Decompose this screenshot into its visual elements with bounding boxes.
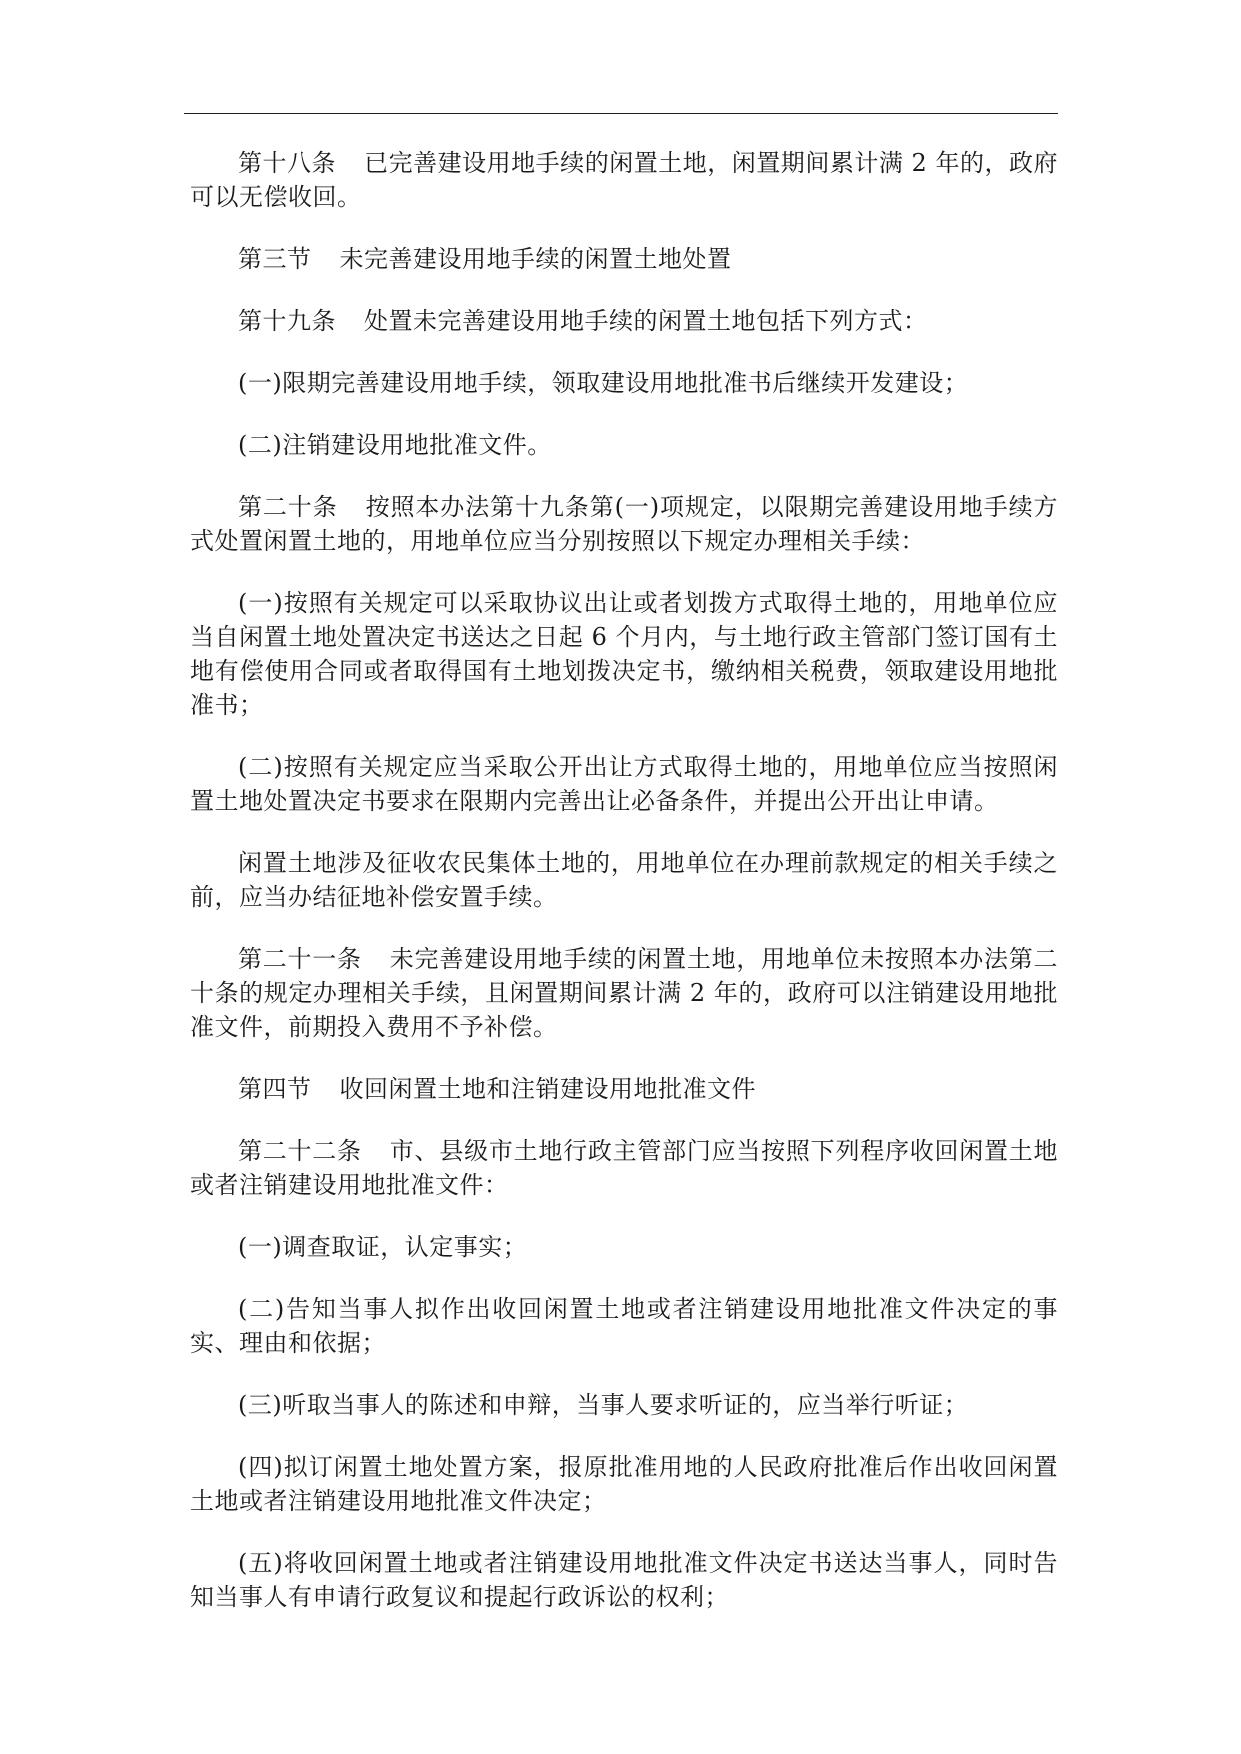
header-rule: [184, 113, 1058, 114]
list-item: (二)告知当事人拟作出收回闲置土地或者注销建设用地批准文件决定的事实、理由和依据；: [190, 1295, 1058, 1357]
document-body: [190, 146, 1058, 1642]
section-number: 第四节: [238, 1075, 312, 1103]
section-title: 收回闲置土地和注销建设用地批准文件: [339, 1075, 756, 1103]
list-item: (四)拟订闲置土地处置方案，报原批准用地的人民政府批准后作出收回闲置土地或者注销建设用地批准文件决定；: [190, 1453, 1058, 1515]
list-item: (三)听取当事人的陈述和申辩，当事人要求听证的，应当举行听证；: [238, 1391, 969, 1419]
article-heading: 第二十条: [238, 493, 338, 521]
list-item: (五)将收回闲置土地或者注销建设用地批准文件决定书送达当事人，同时告知当事人有申请行政复议和提起行政诉讼的权利；: [190, 1549, 1058, 1611]
article-text: 按照本办法第十九条第(一)项规定，以限期完善建设用地手续方式处置闲置土地的，用地单位应当分别按照以下规定办理相关手续：: [190, 493, 1059, 555]
section-4-heading: [190, 1072, 1058, 1106]
article-20: [190, 490, 1058, 558]
article-22: [190, 1134, 1058, 1202]
article-text: 市、县级市土地行政主管部门应当按照下列程序收回闲置土地或者注销建设用地批准文件：: [190, 1137, 1059, 1199]
article-text: 未完善建设用地手续的闲置土地，用地单位未按照本办法第二十条的规定办理相关手续，且闲置期间累计满 2 年的，政府可以注销建设用地批准文件，前期投入费用不予补偿。: [190, 945, 1059, 1041]
article-heading: 第十八条: [238, 149, 337, 177]
article-heading: 第二十一条: [238, 945, 362, 973]
article-heading: 第十九条: [238, 307, 336, 335]
list-item: (一)限期完善建设用地手续，领取建设用地批准书后继续开发建设；: [238, 369, 969, 397]
article-21: [190, 942, 1058, 1044]
article-text: 处置未完善建设用地手续的闲置土地包括下列方式：: [364, 307, 928, 335]
article-19: [190, 304, 1058, 338]
section-3-heading: [190, 242, 1058, 276]
body-paragraph: 闲置土地涉及征收农民集体土地的，用地单位在办理前款规定的相关手续之前，应当办结征地补偿安置手续。: [190, 849, 1058, 911]
section-title: 未完善建设用地手续的闲置土地处置: [339, 245, 732, 273]
article-text: 已完善建设用地手续的闲置土地，闲置期间累计满 2 年的，政府可以无偿收回。: [190, 149, 1058, 211]
list-item: (一)调查取证，认定事实；: [238, 1233, 528, 1261]
list-item: (二)注销建设用地批准文件。: [238, 431, 552, 459]
section-number: 第三节: [238, 245, 312, 273]
list-item: (二)按照有关规定应当采取公开出让方式取得土地的，用地单位应当按照闲置土地处置决定书要求在限期内完善出让必备条件，并提出公开出让申请。: [190, 753, 1058, 815]
article-18: [190, 146, 1058, 214]
list-item: (一)按照有关规定可以采取协议出让或者划拨方式取得土地的，用地单位应当自闲置土地处置决定书送达之日起 6 个月内，与土地行政主管部门签订国有土地有偿使用合同或者取得国有土地划拨决定书，缴纳相关税费，领取建设用地批准书；: [190, 589, 1058, 719]
article-heading: 第二十二条: [238, 1137, 362, 1165]
